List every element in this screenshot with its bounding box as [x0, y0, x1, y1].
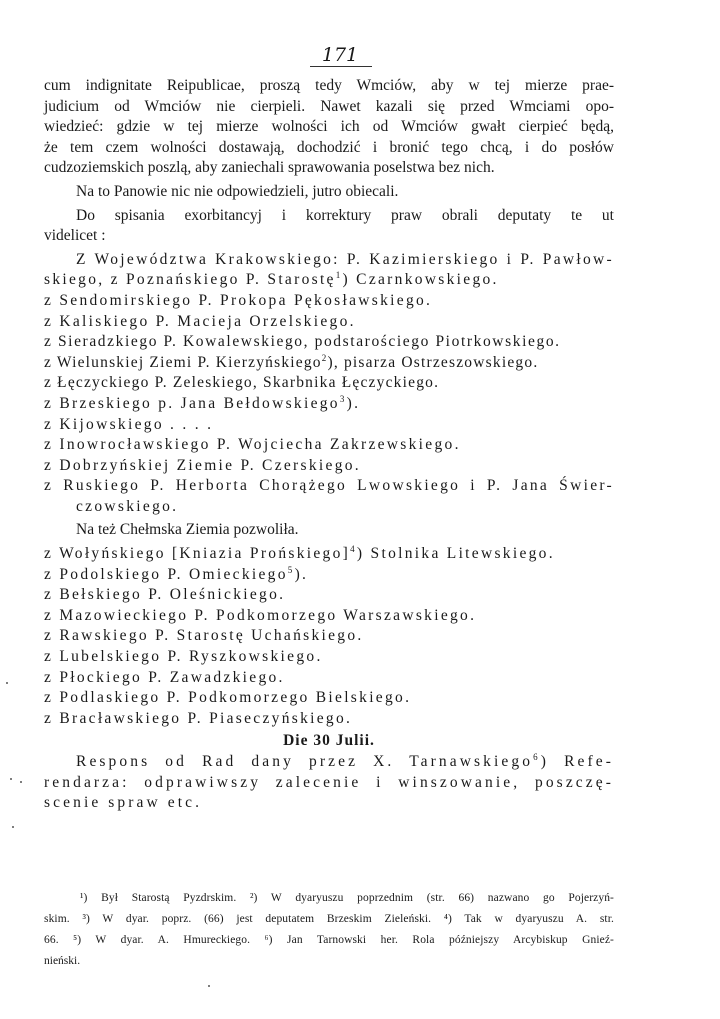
- footnote-line: ¹) Był Starostą Pyzdrskim. ²) W dyaryuszu poprzednim (str. 66) nazwano go Pojerzyń-: [80, 892, 614, 904]
- text-line: cum indignitate Reipublicae, proszą tedy Wmciów, aby w tej mierze prae-: [44, 77, 614, 94]
- deputy-line-plock: z Płockiego P. Zawadzkiego.: [44, 668, 285, 686]
- deputy-line-kalisz: z Kaliskiego P. Macieja Orzelskiego.: [44, 312, 356, 330]
- scan-speck: [208, 985, 210, 987]
- scan-speck: [6, 682, 8, 684]
- deputy-line-brzesc: z Brzeskiego p. Jana Bełdowskiego$^3$).: [44, 393, 361, 412]
- deputy-line-leczyca: z Łęczyckiego P. Zeleskiego, Skarbnika Łęczyckiego.: [44, 374, 440, 392]
- responsum-line: rendarza: odprawiwszy zalecenie i winszowanie, poszczę-: [44, 773, 614, 791]
- deputy-line-braclaw: z Bracławskiego P. Piaseczyńskiego.: [44, 709, 353, 727]
- deputy-line-podole: z Podolskiego P. Omieckiego$^5$).: [44, 564, 309, 583]
- deputy-line-kijow: z Kijowskiego . . . .: [44, 415, 214, 433]
- footnotes: [44, 888, 614, 972]
- footnote-ref: 1: [335, 270, 343, 281]
- text-line: Na to Panowie nic nie odpowiedzieli, jutro obiecali.: [76, 182, 399, 200]
- text-line: judicium od Wmciów nie cierpieli. Nawet kazali się przed Wmciami opo-: [44, 97, 614, 115]
- scan-speck: [10, 778, 12, 780]
- deputy-line-ruskie: z Ruskiego P. Herborta Chorążego Lwowskiego i P. Jana Świer-: [44, 477, 614, 495]
- scan-speck: [12, 826, 14, 828]
- deputy-line-wolyn: z Wołyńskiego [Kniazia Prońskiego]$^4$) Stolnika Litewskiego.: [44, 543, 555, 563]
- text-line: videlicet :: [44, 227, 106, 245]
- main-text: [44, 76, 614, 814]
- text-line: Do spisania exorbitancyj i korrektury praw obrali deputaty te ut: [76, 206, 614, 224]
- responsum-line: scenie spraw etc.: [44, 794, 203, 812]
- footnote-ref: 6: [533, 751, 541, 762]
- deputy-line-lublin: z Lubelskiego P. Ryszkowskiego.: [44, 648, 323, 666]
- deputy-line-dobrzyn: z Dobrzyńskiej Ziemie P. Czerskiego.: [44, 456, 361, 474]
- footnote-ref: 2: [321, 352, 328, 363]
- deputy-line-mazowsze: z Mazowieckiego P. Podkomorzego Warszawskiego.: [44, 606, 477, 624]
- deputy-line-rawa: z Rawskiego P. Starostę Uchańskiego.: [44, 627, 364, 645]
- footnote-line: skim. ³) W dyar. poprz. (66) jest deputatem Brzeskim Zieleński. ⁴) Tak w dyaryuszu A. str.: [44, 913, 614, 925]
- deputy-line-belz: z Bełskiego P. Oleśnickiego.: [44, 586, 286, 604]
- footnote-ref: 3: [339, 393, 347, 404]
- footnote-line: 66. ⁵) W dyar. A. Hmureckiego. ⁶) Jan Tarnowski her. Rola późniejszy Arcybiskup Gnieź-: [44, 934, 614, 946]
- page-number: 171: [321, 44, 359, 66]
- deputy-line-krakow: Z Województwa Krakowskiego: P. Kazimierskiego i P. Pawłow-: [76, 250, 614, 268]
- deputy-line-poznan: skiego, z Poznańskiego P. Starostę$^1$) Czarnkowskiego.: [44, 270, 499, 289]
- footnote-ref: 4: [350, 543, 357, 554]
- page-number-rule: [310, 66, 372, 67]
- date-heading: Die 30 Julii.: [283, 732, 375, 750]
- deputy-line-wielun: z Wielunskiej Ziemi P. Kierzyńskiego$^2$), pisarza Ostrzeszowskiego.: [44, 352, 539, 371]
- text-line: że tem czem wolności dostawają, dochodzić i bronić tego chcą, i do posłów: [44, 138, 614, 156]
- responsum-line: Respons od Rad dany przez X. Tarnawskiego$^6$) Refe-: [76, 751, 614, 770]
- deputy-line-sieradz: z Sieradzkiego P. Kowalewskiego, podstarościego Piotrkowskiego.: [44, 333, 561, 351]
- deputy-line-sandomierz: z Sendomirskiego P. Prokopa Pękosławskiego.: [44, 291, 433, 309]
- deputy-line-ruskie-cont: czowskiego.: [76, 497, 179, 515]
- deputy-line-podlasie: z Podlaskiego P. Podkomorzego Bielskiego.: [44, 689, 412, 707]
- footnote-ref: 5: [287, 564, 295, 575]
- text-line: cudzoziemskich poszlą, aby zaniechali sprawowania poselstwa bez nich.: [44, 159, 495, 177]
- footnote-line: nieński.: [44, 955, 81, 967]
- deputy-line-inowroclaw: z Inowrocławskiego P. Wojciecha Zakrzewskiego.: [44, 436, 461, 454]
- text-line: wiedzieć: gdzie w tej mierze wolności ich od Wmciów gwałt cierpieć będą,: [44, 118, 614, 136]
- scan-speck: [20, 781, 22, 783]
- text-line-chelm: Na też Chełmska Ziemia pozwoliła.: [76, 521, 299, 539]
